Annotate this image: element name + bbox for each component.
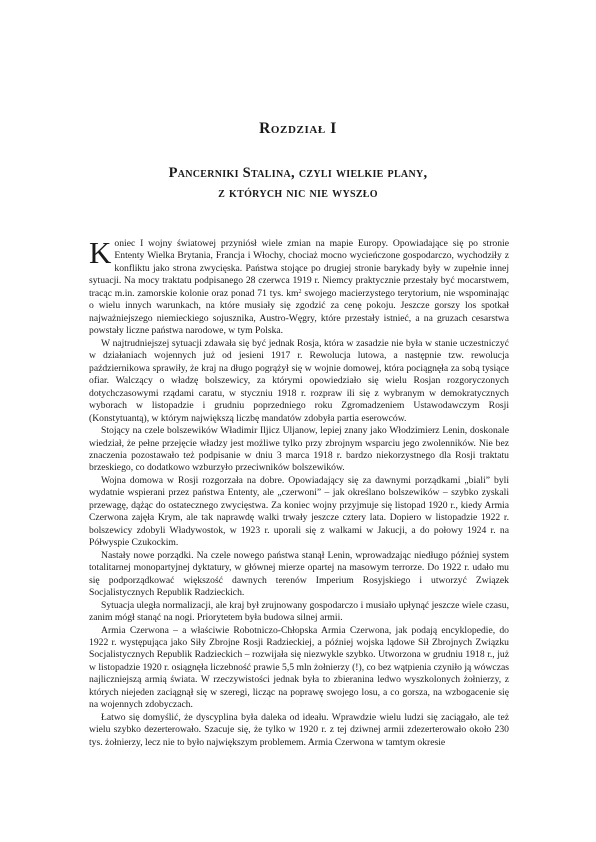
chapter-title-line-2: z których nic nie wyszło xyxy=(218,185,378,201)
chapter-label: Rozdział I xyxy=(259,120,337,137)
paragraph-4: Wojna domowa w Rosji rozgorzała na dobre. Opowiadający się za dawnymi porządkami „biali” byli wydatnie wspierani przez państwa Ententy, ale „czerwoni” – jak określano bolszewików – szybko zyskali przewagę, dążąc do ostatecznego zwycięstwa. Za koniec wojny przyjmuje się listopad 1920 r., kiedy Armia Czerwona zajęła Krym, ale tak naprawdę walki trwały jeszcze cztery lata. Dopiero w listopadzie 1922 r. bolszewicy zdobyli Władywostok, w 1923 r. uporali się z walkami w Jakucji, a do połowy 1924 r. na Półwyspie Czukockim. xyxy=(89,474,509,549)
paragraph-8: Łatwo się domyślić, że dyscyplina była daleka od ideału. Wprawdzie wielu ludzi się zaciągało, ale też wielu szybko dezerterowało. Szacuje się, że tylko w 1920 r. z tej dziwnej armii zdezerterowało około 230 tys. żołnierzy, lecz nie to było największym problemem. Armia Czerwona w tamtym okresie xyxy=(89,711,509,748)
paragraph-6: Sytuacja uległa normalizacji, ale kraj był zrujnowany gospodarczo i musiało upłynąć jeszcze wiele czasu, zanim mógł stanąć na nogi. Priorytetem była budowa silnej armii. xyxy=(89,599,509,624)
chapter-title-line-1: Pancerniki Stalina, czyli wielkie plany, xyxy=(168,165,428,181)
paragraph-1 xyxy=(89,235,509,338)
paragraph-5: Nastały nowe porządki. Na czele nowego państwa stanął Lenin, wprowadzając niedługo później system totalitarnej monopartyjnej dyktatury, w głównej mierze opartej na masowym terrorze. Do 1922 r. udało mu się podporządkować większość dawnych terenów Imperium Rosyjskiego i utworzyć Związek Socjalistycznych Republik Radzieckich. xyxy=(89,549,509,599)
body-text xyxy=(89,235,509,749)
paragraph-3: Stojący na czele bolszewików Władimir Iljicz Uljanow, lepiej znany jako Włodzimierz Lenin, doskonale wiedział, że pełne przejęcie władzy jest możliwe tylko przy zbrojnym wsparciu jego zwolenników. Nie bez znaczenia pozostawało też podpisanie w dniu 3 marca 1918 r. bardzo niekorzystnego dla Rosji traktatu brzeskiego, co dodatkowo wzburzyło przeciwników bolszewików. xyxy=(89,425,509,474)
paragraph-1-text-a: oniec I wojny światowej przyniósł wiele zmian na mapie Europy. Opowiadające się po stronie Ententy Wielka Brytania, Francja i Włochy, chociaż mocno wycieńczone gospodarczo, wychodziły z konfliktu jako strona zwycięska. Państwa stojące po drugiej stronie barykady były w zupełnie innej sytuacji. Na mocy traktatu podpisanego 28 czerwca 1919 r. Niemcy praktycznie przestały być mocarstwem, tracąc m.in. zamorskie kolonie oraz ponad 71 tys. km xyxy=(89,238,509,299)
paragraph-2: W najtrudniejszej sytuacji zdawała się być jednak Rosja, która w zasadzie nie była w stanie uczestniczyć w działaniach wojennych już od jesieni 1917 r. Rewolucja lutowa, a następnie tzw. rewolucja październikowa sprawiły, że kraj na długo pogrążył się w wojnie domowej, która pociągnęła za sobą tysiące ofiar. Walczący o władzę bolszewicy, za którymi opowiedziało się wielu Rosjan rozgoryczonych dotychczasowymi rządami caratu, w styczniu 1918 r. rozpraw ili się z wybranym w demokratycznych wyborach w listopadzie i grudniu poprzedniego roku Zgromadzeniem Ustawodawczym Rosji (Konstytuantą), w którym największą liczbę mandatów zdobyła partia eserowców. xyxy=(89,337,509,424)
drop-cap: K xyxy=(89,235,112,270)
paragraph-7: Armia Czerwona – a właściwie Robotniczo-Chłopska Armia Czerwona, jak podają encyklopedie, do 1922 r. występująca jako Siły Zbrojne Rosji Radzieckiej, a później wojska lądowe Sił Zbrojnych Związku Socjalistycznych Republik Radzieckich – rozwijała się niezwykle szybko. Utworzona w grudniu 1918 r., już w listopadzie 1920 r. osiągnęła liczebność prawie 5,5 mln żołnierzy (!), co bez wątpienia czyniło ją wówczas najliczniejszą armią świata. W rzeczywistości jednak była to zbieranina ledwo wyszkolonych żołnierzy, z których niejeden zaciągnął się w szeregi, licząc na poprawę swojego losu, a co gorsza, na wzbogacenie się na wojennych zdobyczach. xyxy=(89,624,509,711)
chapter-title xyxy=(60,163,536,203)
superscript-2: 2 xyxy=(298,288,302,295)
paragraph-1-text-b: swojego macierzystego terytorium, nie wspominając o wielu innych warunkach, na które musiały się zgodzić za cenę pokoju. Jeszcze gorszy los spotkał najważniejszego niemieckiego sojusznika, Austro-Węgry, które przestały istnieć, a na gruzach cesarstwa powstały liczne państwa narodowe, w tym Polska. xyxy=(89,287,509,337)
